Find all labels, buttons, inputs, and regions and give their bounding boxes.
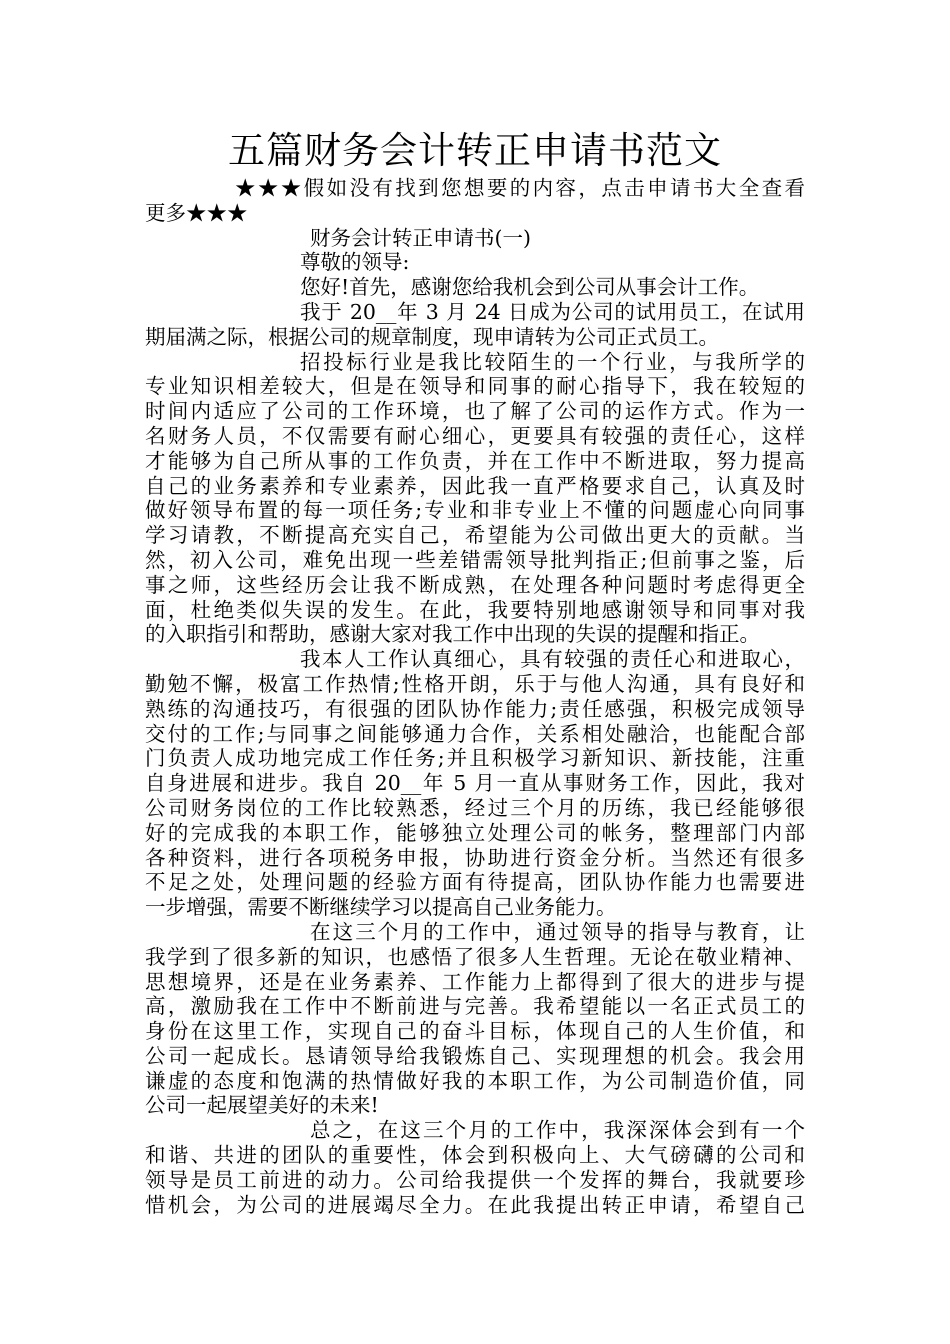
paragraph-line: 的入职指引和帮助，感谢大家对我工作中出现的失误的提醒和指正。 (145, 622, 760, 647)
paragraph-line: 公司一起成长。恳请领导给我锻炼自己、实现理想的机会。我会用 (145, 1043, 805, 1068)
paragraph-line: 我学到了很多新的知识，也感悟了很多人生哲理。无论在敬业精神、 (145, 944, 805, 969)
paragraph-line: 思想境界，还是在业务素养、工作能力上都得到了很大的进步与提 (145, 969, 805, 994)
paragraph-line: 才能够为自己所从事的工作负责，并在工作中不断进取，努力提高 (145, 448, 805, 473)
paragraph-line: 高，激励我在工作中不断前进与完善。我希望能以一名正式员工的 (145, 994, 805, 1019)
paragraph-line: 谦虚的态度和饱满的热情做好我的本职工作，为公司制造价值，同 (145, 1068, 805, 1093)
paragraph-line: 我于 20__年 3 月 24 日成为公司的试用员工，在试用 (300, 299, 805, 324)
paragraph-line: 然，初入公司，难免出现一些差错需领导批判指正;但前事之鉴，后 (145, 547, 805, 572)
paragraph-line: 好的完成我的本职工作，能够独立处理公司的帐务，整理部门内部 (145, 820, 805, 845)
paragraph-line: 在这三个月的工作中，通过领导的指导与教育，让 (310, 919, 805, 944)
paragraph-line: 和谐、共进的团队的重要性，体会到积极向上、大气磅礴的公司和 (145, 1143, 805, 1168)
paragraph-line: 勤勉不懈，极富工作热情;性格开朗，乐于与他人沟通，具有良好和 (145, 671, 805, 696)
paragraph-line: 不足之处，处理问题的经验方面有待提高，团队协作能力也需要进 (145, 870, 805, 895)
paragraph-line: 公司一起展望美好的未来! (145, 1093, 379, 1118)
salutation: 尊敬的领导: (300, 250, 410, 275)
paragraph-line: 专业知识相差较大，但是在领导和同事的耐心指导下，我在较短的 (145, 374, 805, 399)
paragraph-line: 身份在这里工作，实现自己的奋斗目标，体现自己的人生价值，和 (145, 1019, 805, 1044)
greeting: 您好!首先，感谢您给我机会到公司从事会计工作。 (300, 275, 760, 300)
paragraph-line: 事之师，这些经历会让我不断成熟，在处理各种问题时考虑得更全 (145, 572, 805, 597)
paragraph-line: 一步增强，需要不断继续学习以提高自己业务能力。 (145, 895, 617, 920)
promo-link-line[interactable]: ★★★假如没有找到您想要的内容，点击申请书大全查看 (235, 176, 805, 200)
paragraph-line: 做好领导布置的每一项任务;专业和非专业上不懂的问题虚心向同事 (145, 498, 805, 523)
paragraph-line: 惜机会，为公司的进展竭尽全力。在此我提出转正申请，希望自己 (145, 1192, 805, 1217)
paragraph-line: 总之，在这三个月的工作中，我深深体会到有一个 (310, 1118, 805, 1143)
paragraph-line: 期届满之际，根据公司的规章制度，现申请转为公司正式员工。 (145, 324, 719, 349)
document-title: 五篇财务会计转正申请书范文 (228, 129, 722, 172)
paragraph-line: 学习请教，不断提高充实自己，希望能为公司做出更大的贡献。当 (145, 523, 805, 548)
paragraph-line: 交付的工作;与同事之间能够通力合作，关系相处融洽，也能配合部 (145, 721, 805, 746)
paragraph-line: 公司财务岗位的工作比较熟悉，经过三个月的历练，我已经能够很 (145, 795, 805, 820)
letter-subtitle: 财务会计转正申请书(一) (310, 225, 531, 250)
paragraph-line: 熟练的沟通技巧，有很强的团队协作能力;责任感强，积极完成领导 (145, 696, 805, 721)
paragraph-line: 招投标行业是我比较陌生的一个行业，与我所学的 (300, 349, 805, 374)
paragraph-line: 各种资料，进行各项税务申报，协助进行资金分析。当然还有很多 (145, 845, 805, 870)
paragraph-line: 门负责人成功地完成工作任务;并且积极学习新知识、新技能，注重 (145, 746, 805, 771)
paragraph-line: 面，杜绝类似失误的发生。在此，我要特别地感谢领导和同事对我 (145, 597, 805, 622)
paragraph-line: 自身进展和进步。我自 20__年 5 月一直从事财务工作，因此，我对 (145, 771, 805, 796)
paragraph-line: 自己的业务素养和专业素养，因此我一直严格要求自己，认真及时 (145, 473, 805, 498)
paragraph-line: 我本人工作认真细心，具有较强的责任心和进取心， (300, 647, 805, 672)
document-body (145, 176, 805, 1217)
paragraph-line: 领导是员工前进的动力。公司给我提供一个发挥的舞台，我就要珍 (145, 1167, 805, 1192)
promo-link-line-continued[interactable]: 更多★★★ (145, 200, 248, 225)
paragraph-line: 时间内适应了公司的工作环境，也了解了公司的运作方式。作为一 (145, 399, 805, 424)
paragraph-line: 名财务人员，不仅需要有耐心细心，更要具有较强的责任心，这样 (145, 423, 805, 448)
